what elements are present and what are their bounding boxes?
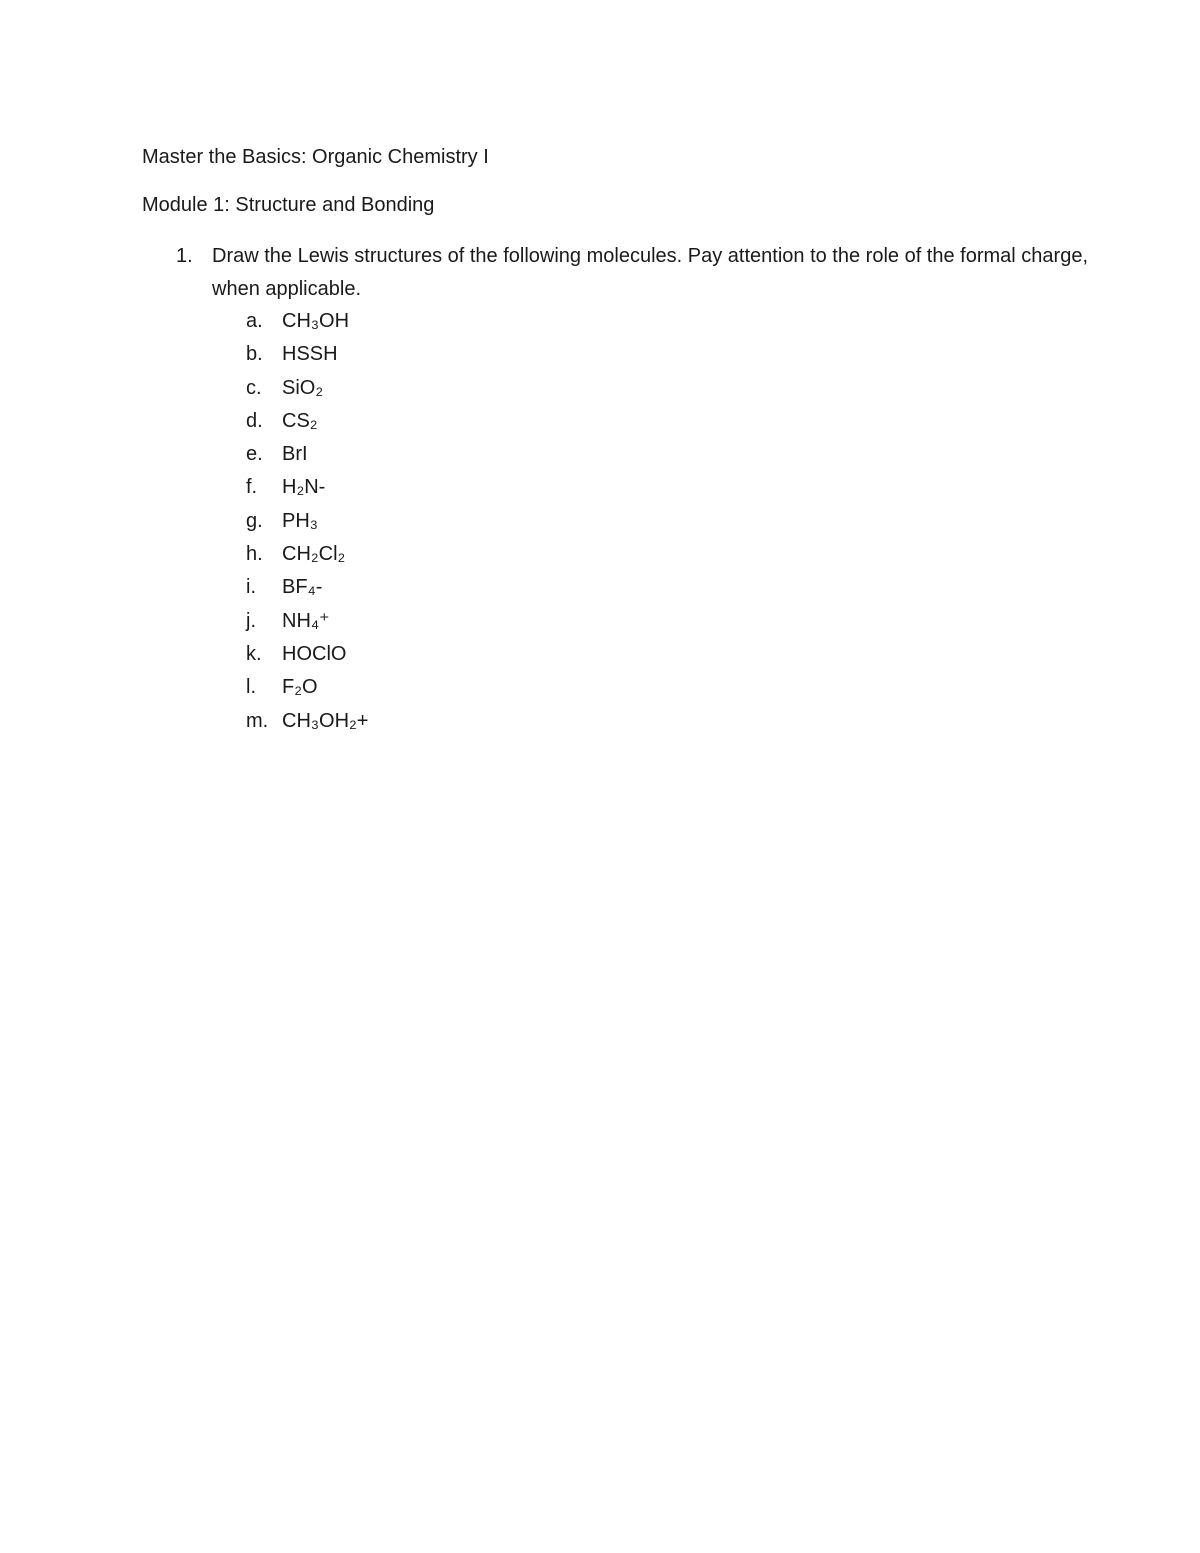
item-marker: g. [246, 509, 263, 532]
list-item [246, 305, 368, 338]
item-formula: F₂O [282, 676, 318, 699]
item-marker: f. [246, 476, 258, 499]
item-marker: k. [246, 642, 262, 665]
list-item [246, 605, 368, 638]
list-item [246, 671, 368, 704]
question-1 [176, 240, 1096, 306]
item-formula: BrI [282, 443, 308, 466]
item-marker: j. [246, 609, 256, 632]
item-formula: HSSH [282, 343, 338, 366]
item-formula: PH₃ [282, 509, 318, 532]
list-item [246, 438, 368, 471]
list-item [246, 372, 368, 405]
list-item [246, 405, 368, 438]
item-marker: h. [246, 543, 263, 566]
item-formula: CS₂ [282, 409, 318, 432]
item-formula: SiO₂ [282, 376, 324, 399]
list-item [246, 638, 368, 671]
item-marker: a. [246, 310, 263, 332]
item-formula: CH₂Cl₂ [282, 543, 346, 566]
item-marker: d. [246, 409, 263, 432]
list-item [246, 338, 368, 371]
item-formula: H₂N- [282, 476, 326, 499]
item-marker: i. [246, 576, 256, 599]
molecule-list [246, 305, 368, 738]
list-item [246, 538, 368, 571]
document-title: Master the Basics: Organic Chemistry I [142, 146, 489, 168]
question-number: 1. [176, 245, 193, 267]
item-formula: NH₄⁺ [282, 609, 330, 632]
item-formula: HOClO [282, 642, 347, 665]
item-marker: l. [246, 676, 256, 699]
item-formula: CH₃OH₂+ [282, 709, 369, 732]
item-marker: m. [246, 709, 269, 732]
item-formula: BF₄- [282, 576, 323, 599]
item-marker: e. [246, 443, 263, 466]
list-item [246, 705, 368, 738]
module-heading: Module 1: Structure and Bonding [142, 194, 435, 216]
item-marker: c. [246, 376, 262, 399]
list-item [246, 505, 368, 538]
list-item [246, 571, 368, 604]
list-item [246, 471, 368, 504]
item-formula: CH₃OH [282, 310, 350, 332]
question-text: Draw the Lewis structures of the following molecules. Pay attention to the role of the formal charge, when applicable. [212, 245, 1088, 300]
item-marker: b. [246, 343, 263, 366]
